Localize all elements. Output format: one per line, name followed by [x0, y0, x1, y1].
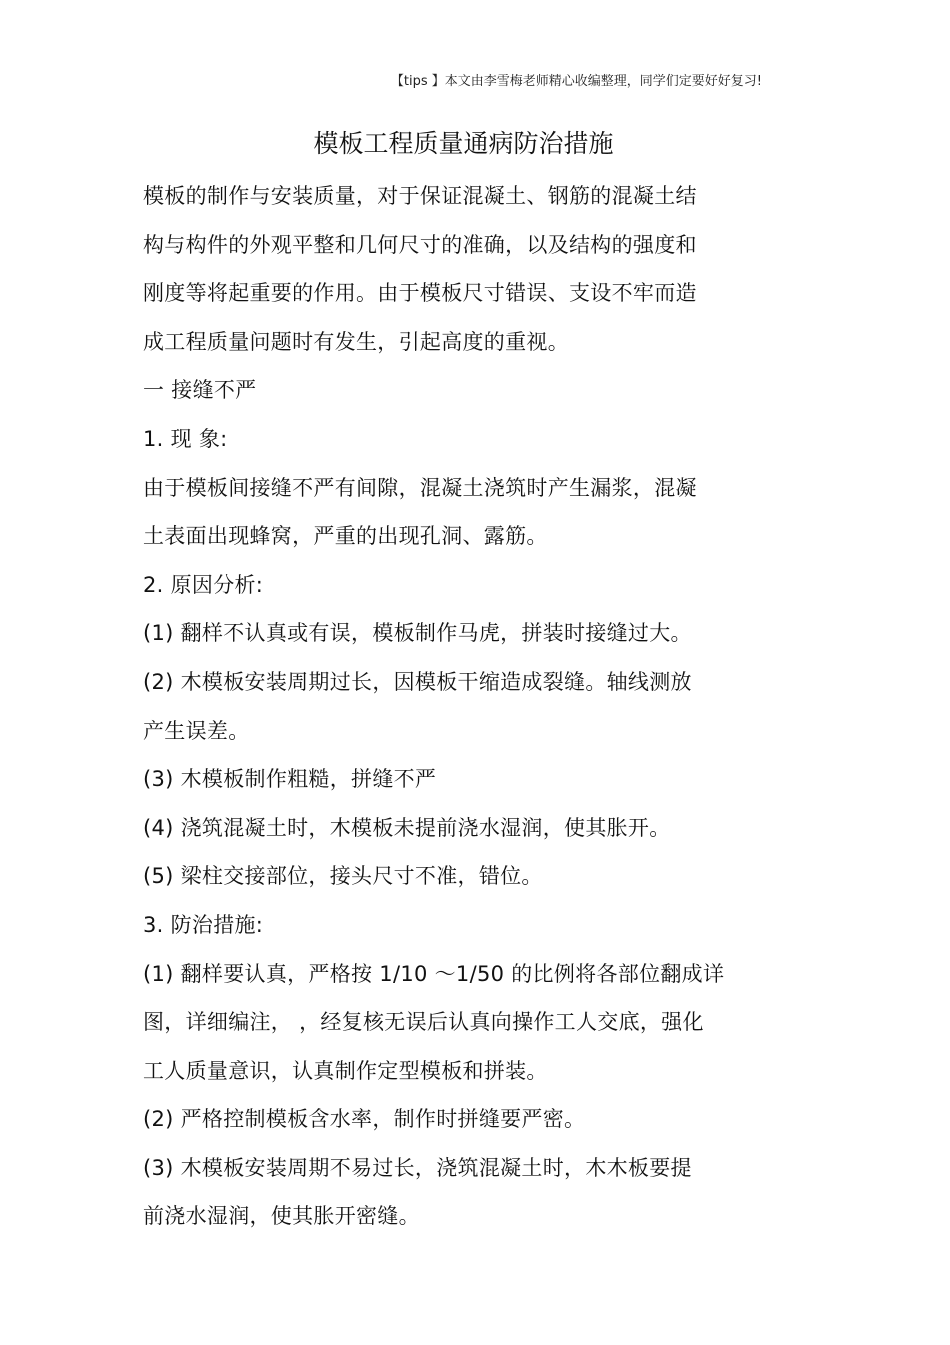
section-heading: 一 接缝不严	[143, 378, 257, 403]
text-line: 前浇水湿润，使其胀开密缝。	[143, 1204, 420, 1229]
text-line: 构与构件的外观平整和几何尺寸的准确，以及结构的强度和	[143, 232, 697, 257]
list-item: (3) 木模板安装周期不易过长，浇筑混凝土时，木木板要提	[143, 1155, 692, 1180]
list-item: (1) 翻样不认真或有误，模板制作马虎，拼装时接缝过大。	[143, 621, 692, 646]
list-item: (5) 梁柱交接部位，接头尺寸不准，错位。	[143, 864, 543, 889]
body-text	[143, 175, 793, 1244]
subsection-heading: 1. 现 象:	[143, 426, 228, 451]
subsection-heading: 2. 原因分析:	[143, 572, 264, 597]
text-line: 图，详细编注， ，经复核无误后认真向操作工人交底，强化	[143, 1010, 704, 1035]
list-item: (3) 木模板制作粗糙，拼缝不严	[143, 767, 437, 792]
text-line: 土表面出现蜂窝，严重的出现孔洞、露筋。	[143, 524, 548, 549]
text-line: 模板的制作与安装质量，对于保证混凝土、钢筋的混凝土结	[143, 184, 697, 208]
header-note: 【tips 】本文由李雪梅老师精心收编整理，同学们定要好好复习!	[390, 74, 762, 89]
text-line: 成工程质量问题时有发生，引起高度的重视。	[143, 329, 569, 354]
text-line: 刚度等将起重要的作用。由于模板尺寸错误、支设不牢而造	[143, 281, 697, 306]
text-line: 工人质量意识，认真制作定型模板和拼装。	[143, 1058, 548, 1083]
list-item: (2) 木模板安装周期过长，因模板干缩造成裂缝。轴线测放	[143, 669, 692, 694]
text-line: 由于模板间接缝不严有间隙，混凝土浇筑时产生漏浆，混凝	[143, 475, 697, 500]
text-line: 产生误差。	[143, 718, 250, 743]
page-title: 模板工程质量通病防治措施	[313, 129, 614, 158]
subsection-heading: 3. 防治措施:	[143, 912, 264, 937]
list-item: (2) 严格控制模板含水率，制作时拼缝要严密。	[143, 1107, 586, 1132]
list-item: (4) 浇筑混凝土时，木模板未提前浇水湿润，使其胀开。	[143, 815, 671, 840]
list-item: (1) 翻样要认真，严格按 1/10 ～1/50 的比例将各部位翻成详	[143, 961, 725, 986]
